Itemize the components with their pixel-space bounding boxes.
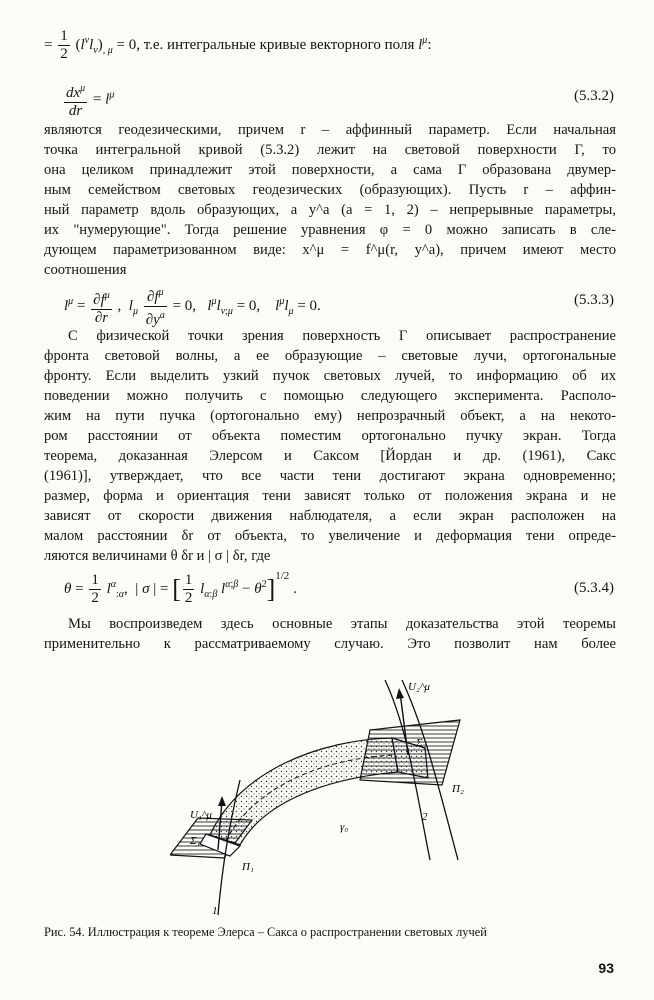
equation-5-3-2: $\frac{dx^\mu}{dr}$ = $l^\mu$ [62, 80, 114, 120]
paragraph-2-line-7: теорема, доказанная Элерсом и Саксом [Йордан и др. (1961), Сакс [44, 448, 616, 464]
label-u2: U₂^μ [408, 681, 430, 693]
paragraph-2-line-9: размер, форма и ориентация тени зависят только от положения экрана и не [44, 488, 616, 504]
light-beam-tube [210, 738, 398, 845]
equation-5-3-3: $l^\mu$ = $\frac{\partial f^\mu}{\partial r}$ , $l_\mu$ $\frac{\partial f^\mu}{\partial y^a}$ = 0, $l^\mu l_{\nu;\mu} = 0$, $l^\mu l_\mu = 0$. [64, 284, 321, 329]
paragraph-1-line-4: ным семейством световых геодезических (образующих). Пусть r – аффин- [44, 182, 616, 198]
paragraph-3-line-2: применительно к рассматриваемому случаю. Это позволит нам более [44, 636, 616, 652]
figure-caption: Рис. 54. Иллюстрация к теореме Элерса – Сакса о распространении световых лучей [44, 925, 487, 939]
label-gamma0: γ₀ [340, 821, 349, 833]
paragraph-1-line-1: являются геодезическими, причем r – аффинный параметр. Если начальная [44, 122, 616, 138]
equation-number-5-3-3: (5.3.3) [574, 292, 614, 308]
figure-54-ehlers-sachs-illustration [170, 660, 480, 920]
paragraph-3-line-1: Мы воспроизведем здесь основные этапы доказательства этой теоремы [68, 616, 616, 632]
paragraph-2-line-4: поведении можно получить с помощью следующего эксперимента. Располо- [44, 388, 616, 404]
paragraph-2-line-1: С физической точки зрения поверхность Γ описывает распространение [68, 328, 616, 344]
vector-u2-arrowhead [396, 688, 404, 699]
label-sigma2: Σ₂ [416, 737, 427, 749]
paragraph-1-line-2: точка интегральной кривой (5.3.2) лежит на световой поверхности Γ, то [44, 142, 616, 158]
paragraph-2-line-11: малом расстоянии δr от объекта, то увеличение и деформация тени опреде- [44, 528, 616, 544]
paragraph-2-line-6: ром расстоянии от объекта поместим ортогонально пучку экран. Тогда [44, 428, 616, 444]
label-pi1: Π₁ [242, 861, 254, 873]
continued-equation-line: = $\frac{1}{2}$ $(l^\nu l_\nu)_{, \mu} = 0$, т.е. интегральные кривые векторного поля $l^\mu$: [44, 28, 432, 62]
paragraph-1-line-8: соотношения [44, 262, 127, 278]
paragraph-2-line-12: ляются величинами θ δr и | σ | δr, где [44, 548, 271, 564]
paragraph-2-line-2: фронта световой волны, а ее образующие – световые лучи, ортогональные [44, 348, 616, 364]
paragraph-2-line-3: фронту. Если выделить узкий пучок световых лучей, то информацию об их [44, 368, 616, 384]
paragraph-2-line-8: (1961)], утверждает, что все части тени достигают экрана одновременно; [44, 468, 616, 484]
vector-u1-arrowhead [218, 796, 226, 806]
label-one: 1 [212, 905, 218, 917]
paragraph-1-line-3: она целиком принадлежит этой поверхности, а сама Γ образована двумер- [44, 162, 616, 178]
label-pi2: Π₂ [452, 783, 464, 795]
equation-5-3-4: θ = $\frac{1}{2}$ $l^\alpha_{:\alpha}$, | σ | = [ $\frac{1}{2}$ $l_{\alpha:\beta}$ $l^{\alpha;\beta} - \theta^2]^{1/2}$ . [64, 570, 297, 607]
label-two: 2 [422, 811, 428, 823]
paragraph-1-line-7: дующем параметризованном виде: x^μ = f^μ(r, y^a), причем имеют место [44, 242, 616, 258]
page-number: 93 [598, 960, 614, 976]
paragraph-1-line-5: ный параметр вдоль образующих, а y^a (a = 1, 2) – непрерывные параметры, [44, 202, 616, 218]
equation-number-5-3-2: (5.3.2) [574, 88, 614, 104]
paragraph-1-line-6: их "нумерующие". Тогда решение уравнения φ = 0 можно записать в сле- [44, 222, 616, 238]
label-u1: U₁^μ [190, 809, 212, 821]
paragraph-2-line-10: зависят от скорости движения наблюдателя, а если экран расположен на [44, 508, 616, 524]
paragraph-2-line-5: жим на пути пучка (ортогонально ему) непрозрачный объект, а на некото- [44, 408, 616, 424]
label-sigma1: Σ₁ [190, 835, 201, 847]
equation-number-5-3-4: (5.3.4) [574, 580, 614, 596]
